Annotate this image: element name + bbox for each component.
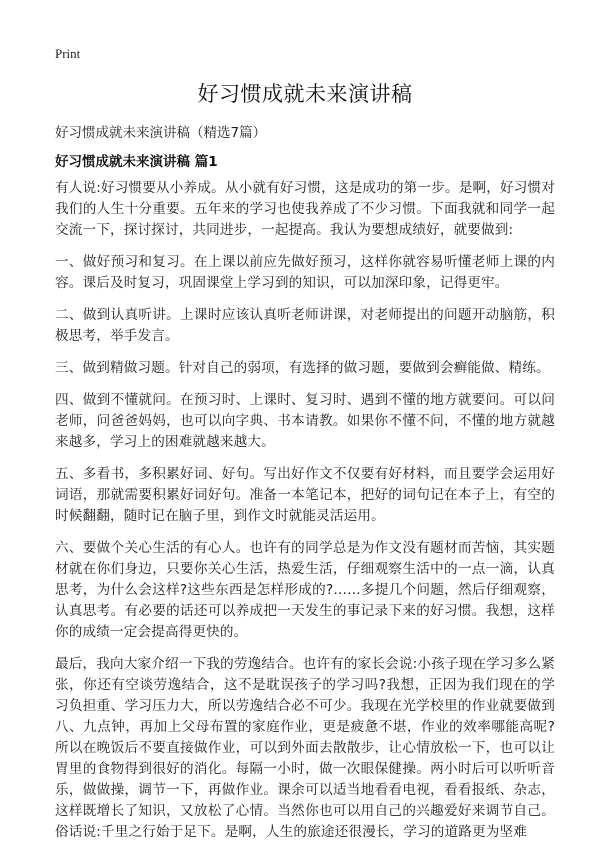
document-body	[55, 178, 555, 854]
paragraph-point-1: 一、做好预习和复习。在上课以前应先做好预习，这样你就容易听懂老师上课的内容。课后及时复习，巩固课堂上学习到的知识，可以加深印象，记得更牢。	[55, 254, 555, 291]
paragraph-point-4: 四、做到不懂就问。在预习时、上课时、复习时、遇到不懂的地方就要问。可以问老师，问爸爸妈妈，也可以向字典、书本请教。如果你不懂不问，不懂的地方就越来越多，学习上的困难就越来越大。	[55, 392, 555, 450]
section-heading: 好习惯成就未来演讲稿 篇1	[55, 154, 218, 170]
paragraph-intro: 有人说:好习惯要从小养成。从小就有好习惯，这是成功的第一步。是啊，好习惯对我们的人生十分重要。五年来的学习也使我养成了不少习惯。下面我就和同学一起交流一下，探讨探讨，共同进步，一起提高。我认为要想成绩好，就要做到:	[55, 180, 555, 238]
print-label: Print	[55, 46, 81, 61]
paragraph-conclusion: 最后，我向大家介绍一下我的劳逸结合。也许有的家长会说:小孩子现在学习多么紧张，你还有空谈劳逸结合，这不是耽误孩子的学习吗?我想，正因为我们现在的学习负担重、学习压力大，所以劳逸结合必不可少。我现在光学校里的作业就要做到八、九点钟，再加上父母布置的家庭作业，更是疲惫不堪，作业的效率哪能高呢?所以在晚饭后不要直接做作业，可以到外面去散散步，让心情放松一下，也可以让胃里的食物得到很好的消化。每隔一小时，做一次眼保健操。两小时后可以听听音乐，做做操，调节一下，再做作业。课余可以适当地看看电视，看看报纸、杂志，这样既增长了知识，又放松了心情。当然你也可以用自己的兴趣爱好来调节自己。俗话说:千里之行始于足下。是啊，人生的旅途还很漫长，学习的道路更为坚难	[55, 656, 555, 840]
paragraph-point-5: 五、多看书，多积累好词、好句。写出好作文不仅要有好材料，而且要学会运用好词语，那就需要积累好词好句。准备一本笔记本，把好的词句记在本子上，有空的时候翻翻，随时记在脑子里，到作文时就能灵活运用。	[55, 466, 555, 524]
paragraph-point-3: 三、做到精做习题。针对自己的弱项，有选择的做习题，要做到会癣能做、精练。	[55, 360, 550, 376]
document-title: 好习惯成就未来演讲稿	[197, 82, 413, 106]
paragraph-point-2: 二、做到认真听讲。上课时应该认真听老师讲课，对老师提出的问题开动脑筋，积极思考，举手发言。	[55, 307, 555, 344]
paragraph-point-6: 六、要做个关心生活的有心人。也许有的同学总是为作文没有题材而苦恼，其实题材就在你们身边，只要你关心生活，热爱生活，仔细观察生活中的一点一滴，认真思考，为什么会这样?这些东西是怎样形成的?……多提几个问题，然后仔细观察，认真思考。有必要的话还可以养成把一天发生的事记录下来的好习惯。我想，这样你的成绩一定会提高得更快的。	[55, 540, 555, 640]
document-subtitle: 好习惯成就未来演讲稿（精选7篇）	[55, 125, 267, 141]
